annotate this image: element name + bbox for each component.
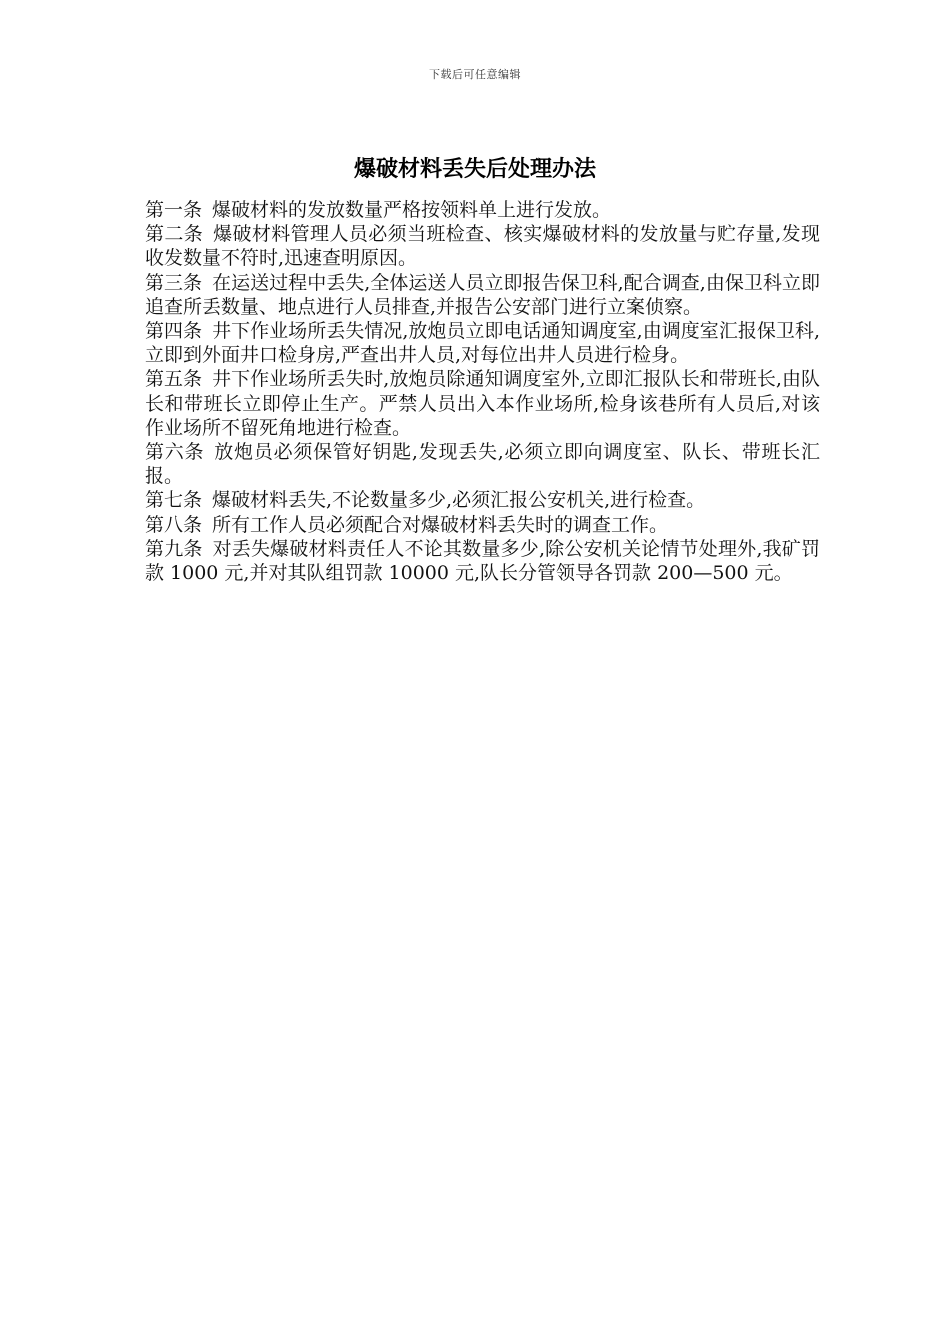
article-2 bbox=[145, 222, 820, 270]
article-text: 在运送过程中丢失,全体运送人员立即报告保卫科,配合调查,由保卫科立即追查所丢数量、地点进行人员排查,并报告公安部门进行立案侦察。 bbox=[145, 271, 820, 318]
article-text: 井下作业场所丢失时,放炮员除通知调度室外,立即汇报队长和带班长,由队长和带班长立即停止生产。严禁人员出入本作业场所,检身该巷所有人员后,对该作业场所不留死角地进行检查。 bbox=[145, 368, 820, 439]
article-text: 放炮员必须保管好钥匙,发现丢失,必须立即向调度室、队长、带班长汇报。 bbox=[145, 441, 820, 488]
article-label: 第五条 bbox=[145, 368, 203, 391]
article-text: 爆破材料管理人员必须当班检查、核实爆破材料的发放量与贮存量,发现收发数量不符时,迅速查明原因。 bbox=[145, 223, 820, 270]
article-7 bbox=[145, 488, 820, 512]
article-text: 对丢失爆破材料责任人不论其数量多少,除公安机关论情节处理外,我矿罚款 1000 元,并对其队组罚款 10000 元,队长分管领导各罚款 200—500 元。 bbox=[145, 537, 820, 585]
article-4 bbox=[145, 319, 820, 367]
article-label: 第四条 bbox=[145, 320, 203, 343]
article-9 bbox=[145, 537, 820, 585]
article-1 bbox=[145, 198, 820, 222]
article-text: 井下作业场所丢失情况,放炮员立即电话通知调度室,由调度室汇报保卫科,立即到外面井口检身房,严查出井人员,对每位出井人员进行检身。 bbox=[145, 320, 820, 367]
document-title: 爆破材料丢失后处理办法 bbox=[353, 157, 596, 182]
article-3 bbox=[145, 271, 820, 319]
article-label: 第一条 bbox=[145, 199, 203, 221]
article-label: 第三条 bbox=[145, 271, 203, 294]
article-5 bbox=[145, 367, 820, 440]
article-label: 第九条 bbox=[145, 537, 203, 560]
article-label: 第八条 bbox=[145, 513, 203, 536]
article-text: 爆破材料丢失,不论数量多少,必须汇报公安机关,进行检查。 bbox=[212, 489, 706, 512]
article-text: 所有工作人员必须配合对爆破材料丢失时的调查工作。 bbox=[212, 513, 669, 536]
article-label: 第六条 bbox=[145, 441, 205, 464]
article-label: 第七条 bbox=[145, 489, 203, 512]
article-8 bbox=[145, 513, 820, 537]
page-header-note: 下载后可任意编辑 bbox=[429, 68, 521, 81]
article-text: 爆破材料的发放数量严格按领料单上进行发放。 bbox=[212, 199, 612, 221]
document-body bbox=[145, 198, 820, 585]
article-6 bbox=[145, 440, 820, 488]
article-label: 第二条 bbox=[145, 223, 204, 246]
